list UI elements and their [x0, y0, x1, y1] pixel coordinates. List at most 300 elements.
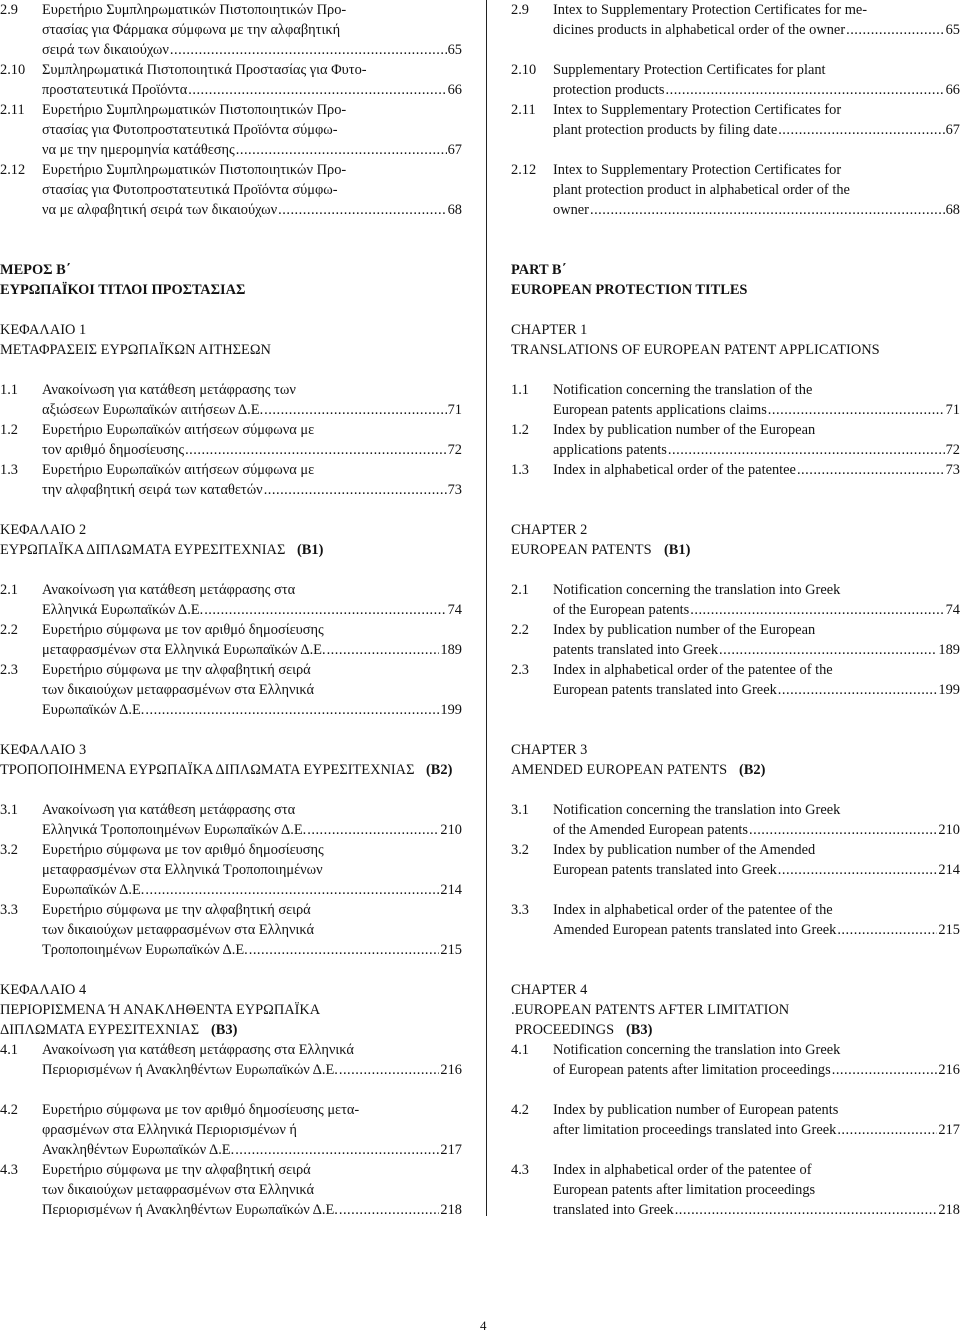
toc-page-number: 66 [945, 82, 960, 98]
toc-entry-text [553, 820, 960, 840]
toc-entry-line [0, 1060, 462, 1080]
dot-leader [235, 1140, 439, 1160]
dot-leader [278, 200, 446, 220]
toc-entry-title: Notification concerning the translation into Greek [553, 1042, 841, 1058]
toc-entry-text [553, 460, 960, 480]
ch4-title2: PROCEEDINGS [515, 1022, 615, 1038]
toc-page-number: 210 [938, 822, 960, 838]
toc-entry-text [42, 1120, 297, 1140]
toc-entry-title: Συμπληρωματικά Πιστοποιητικά Προστασίας για Φυτο- [42, 62, 367, 78]
toc-entry-line [511, 680, 960, 700]
toc-entry-line [511, 0, 960, 20]
ch2-title: EUROPEAN PATENTS [511, 542, 652, 558]
dot-leader [666, 80, 945, 100]
toc-entry-text [42, 600, 462, 620]
toc-entry-title: των δικαιούχων μεταφρασμένων στα Ελληνικά [42, 1182, 315, 1198]
heading-line [0, 540, 462, 560]
toc-entry-number: 4.2 [0, 1102, 18, 1118]
toc-entry-text [42, 20, 340, 40]
toc-entry-line [511, 660, 960, 680]
toc-entry-number: 4.2 [511, 1102, 529, 1118]
toc-entry-line [0, 160, 462, 180]
toc-entry-title: Ευρετήριο Συμπληρωματικών Πιστοποιητικών Προ- [42, 102, 347, 118]
toc-entry-title: of the European patents [553, 602, 690, 618]
dot-leader [236, 140, 447, 160]
dot-leader [778, 860, 938, 880]
toc-entry-number: 4.3 [0, 1162, 18, 1178]
toc-entry-text [553, 660, 833, 680]
toc-page-number: 189 [938, 642, 960, 658]
toc-entry-number: 1.2 [511, 422, 529, 438]
toc-entry-number: 3.1 [0, 802, 18, 818]
toc-entry-line [0, 1100, 462, 1120]
ch3-label: ΚΕΦΑΛΑΙΟ 3 [0, 742, 87, 758]
toc-entry-title: την αλφαβητική σειρά των καταθετών [42, 482, 263, 498]
toc-entry-title: σειρά των δικαιούχων [42, 42, 169, 58]
toc-page-number: 74 [945, 602, 960, 618]
heading-line [511, 1020, 960, 1040]
toc-entry-title: τον αριθμό δημοσίευσης [42, 442, 185, 458]
toc-entry-title: after limitation proceedings translated into Greek [553, 1122, 837, 1138]
dot-leader [264, 480, 447, 500]
toc-entry-number: 1.3 [0, 462, 18, 478]
toc-entry-text [553, 800, 840, 820]
toc-entry-text [553, 160, 841, 180]
toc-entry-title: Ευρετήριο σύμφωνα με την αλφαβητική σειρά [42, 1162, 311, 1178]
heading-line [0, 1000, 462, 1020]
dot-leader [749, 820, 937, 840]
toc-entry-title: Ευρετήριο σύμφωνα με τον αριθμό δημοσίευσης [42, 622, 324, 638]
dot-leader [719, 640, 937, 660]
toc-entry-text [42, 920, 314, 940]
dot-leader [327, 640, 440, 660]
toc-page-number: 217 [938, 1122, 960, 1138]
ch3-title: ΤΡΟΠΟΠΟΙΗΜΕΝΑ ΕΥΡΩΠΑΪΚΑ ΔΙΠΛΩΜΑΤΑ ΕΥΡΕΣΙΤΕΧΝΙΑΣ [0, 762, 415, 778]
toc-entry-line [511, 640, 960, 660]
heading-line [0, 760, 462, 780]
toc-entry-text [42, 1180, 314, 1200]
toc-entry-number: 1.1 [511, 382, 529, 398]
toc-entry-line [0, 900, 462, 920]
ch3-label: CHAPTER 3 [511, 742, 588, 758]
toc-entry-title: αξιώσεων Ευρωπαϊκών αιτήσεων Δ.Ε. [42, 402, 264, 418]
toc-entry-text [42, 0, 346, 20]
patent-kind-code: (B1) [664, 542, 691, 558]
toc-entry-title: Ελληνικά Ευρωπαϊκών Δ.Ε. [42, 602, 204, 618]
toc-entry-text [42, 140, 462, 160]
dot-leader [846, 20, 945, 40]
toc-entry-text [553, 180, 850, 200]
ch4-title1: .EUROPEAN PATENTS AFTER LIMITATION [511, 1002, 790, 1018]
toc-entry-text [553, 920, 960, 940]
toc-entry-text [42, 1040, 354, 1060]
toc-entry-title: Ευρωπαϊκών Δ.Ε. [42, 702, 145, 718]
toc-page-number: 216 [440, 1062, 462, 1078]
toc-entry-text [553, 680, 960, 700]
toc-entry-title: Ευρετήριο σύμφωνα με τον αριθμό δημοσίευσης μετα- [42, 1102, 360, 1118]
heading-line [0, 320, 462, 340]
toc-entry-number: 2.9 [511, 2, 529, 18]
toc-entry-title: Ευρωπαϊκών Δ.Ε. [42, 882, 145, 898]
toc-entry-title: Ευρετήριο σύμφωνα με την αλφαβητική σειρά [42, 902, 311, 918]
toc-entry-text [42, 100, 346, 120]
toc-page-number: 71 [447, 402, 462, 418]
page-number: 4 [480, 1318, 487, 1333]
toc-entry-text [553, 440, 960, 460]
toc-entry-line [511, 620, 960, 640]
toc-entry-line [0, 460, 462, 480]
toc-page-number: 74 [447, 602, 462, 618]
toc-entry-line [0, 120, 462, 140]
toc-entry-line [511, 460, 960, 480]
toc-entry-title: Ανακοίνωση για κατάθεση μετάφρασης στα [42, 802, 296, 818]
toc-page-number: 65 [447, 42, 462, 58]
toc-page-number: 217 [440, 1142, 462, 1158]
toc-entry-title: protection products [553, 82, 665, 98]
ch4-title1: ΠΕΡΙΟΡΙΣΜΕΝΑ Ή ΑΝΑΚΛΗΘΕΝΤΑ ΕΥΡΩΠΑΪΚΑ [0, 1002, 321, 1018]
toc-entry-title: Ευρετήριο Συμπληρωματικών Πιστοποιητικών Προ- [42, 2, 347, 18]
ch4-title2: ΔΙΠΛΩΜΑΤΑ ΕΥΡΕΣΙΤΕΧΝΙΑΣ [0, 1022, 200, 1038]
part-label: PART Β΄ [511, 262, 567, 278]
toc-entry-title: στασίας για Φυτοπροστατευτικά Προϊόντα σύμφω- [42, 182, 338, 198]
toc-entry-line [0, 80, 462, 100]
ch4-label: ΚΕΦΑΛΑΙΟ 4 [0, 982, 87, 998]
toc-entry-title: Ανακληθέντων Ευρωπαϊκών Δ.Ε. [42, 1142, 235, 1158]
toc-entry-number: 3.3 [511, 902, 529, 918]
toc-entry-line [0, 1040, 462, 1060]
dot-leader [307, 820, 439, 840]
toc-entry-title: στασίας για Φάρμακα σύμφωνα με την αλφαβητική [42, 22, 341, 38]
toc-entry-title: applications patents [553, 442, 667, 458]
dot-leader [778, 120, 944, 140]
toc-entry-text [42, 660, 311, 680]
toc-page-number: 218 [440, 1202, 462, 1218]
toc-entry-line [0, 40, 462, 60]
toc-entry-text [553, 1180, 815, 1200]
heading-line [0, 280, 462, 300]
toc-entry-number: 2.12 [511, 162, 537, 178]
toc-entry-text [553, 0, 867, 20]
toc-entry-number: 2.10 [511, 62, 537, 78]
toc-entry-line [0, 600, 462, 620]
toc-entry-text [553, 80, 960, 100]
toc-entry-line [511, 860, 960, 880]
toc-entry-title: translated into Greek [553, 1202, 674, 1218]
toc-entry-text [42, 580, 295, 600]
toc-entry-title: Τροποποιημένων Ευρωπαϊκών Δ.Ε. [42, 942, 248, 958]
toc-entry-line [0, 620, 462, 640]
dot-leader [837, 920, 937, 940]
toc-entry-text [553, 100, 841, 120]
toc-entry-line [0, 840, 462, 860]
toc-entry-title: προστατευτικά Προϊόντα [42, 82, 188, 98]
ch1-title: ΜΕΤΑΦΡΑΣΕΙΣ ΕΥΡΩΠΑΪΚΩΝ ΑΙΤΗΣΕΩΝ [0, 342, 271, 358]
ch1-title: TRANSLATIONS OF EUROPEAN PATENT APPLICATIONS [511, 342, 880, 358]
toc-entry-title: patents translated into Greek [553, 642, 719, 658]
toc-entry-line [0, 60, 462, 80]
toc-entry-line [0, 680, 462, 700]
toc-entry-line [511, 160, 960, 180]
patent-kind-code: (Β2) [426, 762, 453, 778]
toc-entry-line [0, 440, 462, 460]
toc-entry-line [511, 580, 960, 600]
dot-leader [778, 680, 938, 700]
ch1-label: CHAPTER 1 [511, 322, 588, 338]
toc-entry-title: Intex to Supplementary Protection Certificates for [553, 162, 842, 178]
toc-entry-line [0, 580, 462, 600]
heading-line [511, 540, 960, 560]
toc-entry-text [553, 380, 812, 400]
dot-leader [185, 440, 447, 460]
toc-entry-number: 2.1 [511, 582, 529, 598]
toc-entry-text [42, 80, 462, 100]
toc-entry-title: Amended European patents translated into Greek [553, 922, 837, 938]
toc-entry-text [553, 620, 815, 640]
toc-page-number: 68 [447, 202, 462, 218]
dot-leader [675, 1200, 938, 1220]
part-label: ΜΕΡΟΣ Β΄ [0, 262, 71, 278]
toc-entry-title: Index in alphabetical order of the patentee of the [553, 662, 833, 678]
toc-entry-text [42, 440, 462, 460]
toc-entry-line [0, 180, 462, 200]
dot-leader [832, 1060, 938, 1080]
column-divider [486, 0, 487, 1216]
toc-entry-number: 4.3 [511, 1162, 529, 1178]
toc-entry-line [511, 1200, 960, 1220]
toc-entry-line [0, 1120, 462, 1140]
toc-entry-number: 2.11 [511, 102, 536, 118]
toc-entry-line [511, 920, 960, 940]
toc-entry-text [42, 700, 462, 720]
toc-entry-line [0, 940, 462, 960]
toc-entry-number: 2.3 [511, 662, 529, 678]
toc-entry-title: μεταφρασμένων στα Ελληνικά Τροποποιημένων [42, 862, 323, 878]
toc-entry-line [0, 660, 462, 680]
ch2-label: CHAPTER 2 [511, 522, 588, 538]
toc-entry-number: 2.11 [0, 102, 25, 118]
toc-entry-number: 3.1 [511, 802, 529, 818]
toc-entry-line [0, 1140, 462, 1160]
toc-entry-text [42, 1200, 462, 1220]
toc-entry-number: 2.10 [0, 62, 26, 78]
dot-leader [264, 400, 446, 420]
toc-page-number: 72 [447, 442, 462, 458]
toc-entry-title: Ευρετήριο Ευρωπαϊκών αιτήσεων σύμφωνα με [42, 422, 315, 438]
toc-page-number: 65 [945, 22, 960, 38]
toc-entry-number: 3.2 [511, 842, 529, 858]
toc-entry-number: 2.3 [0, 662, 18, 678]
toc-entry-title: στασίας για Φυτοπροστατευτικά Προϊόντα σύμφω- [42, 122, 338, 138]
toc-entry-line [0, 700, 462, 720]
toc-entry-number: 2.2 [0, 622, 18, 638]
toc-entry-title: Ευρετήριο σύμφωνα με τον αριθμό δημοσίευσης [42, 842, 324, 858]
toc-entry-text [42, 40, 462, 60]
toc-entry-title: Notification concerning the translation into Greek [553, 582, 841, 598]
toc-entry-line [0, 1160, 462, 1180]
toc-entry-text [42, 1060, 462, 1080]
toc-entry-text [42, 180, 338, 200]
toc-entry-title: European patents translated into Greek [553, 862, 777, 878]
toc-entry-line [0, 820, 462, 840]
dot-leader [797, 460, 945, 480]
toc-entry-line [0, 0, 462, 20]
toc-entry-title: των δικαιούχων μεταφρασμένων στα Ελληνικά [42, 922, 315, 938]
toc-entry-text [42, 1160, 311, 1180]
toc-entry-text [42, 480, 462, 500]
toc-page-number: 216 [938, 1062, 960, 1078]
toc-entry-text [42, 120, 338, 140]
toc-entry-title: Περιορισμένων ή Ανακληθέντων Ευρωπαϊκών Δ.Ε. [42, 1062, 338, 1078]
toc-entry-title: Index by publication number of the European [553, 622, 816, 638]
toc-entry-line [511, 120, 960, 140]
toc-entry-title: Index by publication number of European patents [553, 1102, 839, 1118]
toc-entry-line [511, 1060, 960, 1080]
toc-entry-number: 2.9 [0, 2, 18, 18]
toc-entry-text [42, 460, 314, 480]
ch2-title: ΕΥΡΩΠΑΪΚΑ ΔΙΠΛΩΜΑΤΑ ΕΥΡΕΣΙΤΕΧΝΙΑΣ [0, 542, 286, 558]
toc-entry-title: Ανακοίνωση για κατάθεση μετάφρασης των [42, 382, 296, 398]
toc-page-number: 68 [945, 202, 960, 218]
dot-leader [170, 40, 447, 60]
toc-entry-line [511, 380, 960, 400]
toc-entry-number: 1.3 [511, 462, 529, 478]
toc-page-number: 210 [440, 822, 462, 838]
toc-entry-title: Index in alphabetical order of the patentee of the [553, 902, 833, 918]
toc-entry-text [42, 420, 314, 440]
dot-leader [188, 80, 446, 100]
toc-entry-title: Ευρετήριο Ευρωπαϊκών αιτήσεων σύμφωνα με [42, 462, 315, 478]
toc-entry-text [42, 940, 462, 960]
toc-page-number: 67 [447, 142, 462, 158]
toc-page-number: 215 [938, 922, 960, 938]
toc-entry-number: 3.3 [0, 902, 18, 918]
toc-entry-line [511, 1160, 960, 1180]
toc-entry-title: Περιορισμένων ή Ανακληθέντων Ευρωπαϊκών Δ.Ε. [42, 1202, 338, 1218]
dot-leader [145, 700, 439, 720]
toc-entry-title: plant protection products by filing date [553, 122, 778, 138]
toc-entry-text [42, 380, 296, 400]
dot-leader [590, 200, 945, 220]
toc-entry-line [511, 1180, 960, 1200]
patent-kind-code: (Β3) [211, 1022, 238, 1038]
heading-line [0, 520, 462, 540]
dot-leader [768, 400, 945, 420]
toc-entry-text [42, 1100, 359, 1120]
toc-entry-line [511, 800, 960, 820]
toc-entry-line [511, 180, 960, 200]
heading-line [511, 740, 960, 760]
toc-page-number: 199 [938, 682, 960, 698]
patent-kind-code: (Β1) [297, 542, 324, 558]
toc-entry-number: 2.1 [0, 582, 18, 598]
toc-page-number: 214 [440, 882, 462, 898]
toc-entry-number: 1.2 [0, 422, 18, 438]
toc-entry-title: των δικαιούχων μεταφρασμένων στα Ελληνικά [42, 682, 315, 698]
dot-leader [690, 600, 944, 620]
dot-leader [339, 1060, 440, 1080]
heading-line [511, 260, 960, 280]
toc-entry-number: 2.12 [0, 162, 26, 178]
toc-page-number: 66 [447, 82, 462, 98]
toc-entry-title: dicines products in alphabetical order of the owner [553, 22, 846, 38]
toc-entry-text [42, 680, 314, 700]
toc-entry-text [42, 800, 295, 820]
heading-line [0, 1020, 462, 1040]
toc-entry-title: European patents translated into Greek [553, 682, 777, 698]
toc-entry-line [511, 1120, 960, 1140]
toc-entry-title: Notification concerning the translation of the [553, 382, 813, 398]
toc-entry-title: Intex to Supplementary Protection Certificates for me- [553, 2, 868, 18]
toc-page-number: 71 [945, 402, 960, 418]
toc-page-number: 199 [440, 702, 462, 718]
toc-entry-number: 4.1 [511, 1042, 529, 1058]
toc-entry-title: owner [553, 202, 589, 218]
toc-entry-text [553, 200, 960, 220]
toc-entry-title: Notification concerning the translation into Greek [553, 802, 841, 818]
toc-page-number: 218 [938, 1202, 960, 1218]
toc-page-number: 214 [938, 862, 960, 878]
dot-leader [339, 1200, 440, 1220]
heading-line [511, 520, 960, 540]
toc-entry-title: Index in alphabetical order of the patentee of [553, 1162, 812, 1178]
toc-entry-title: Ευρετήριο Συμπληρωματικών Πιστοποιητικών Προ- [42, 162, 347, 178]
toc-entry-line [0, 200, 462, 220]
toc-entry-title: Index in alphabetical order of the patentee [553, 462, 796, 478]
heading-line [511, 1000, 960, 1020]
heading-line [0, 740, 462, 760]
toc-entry-line [0, 100, 462, 120]
toc-entry-text [553, 1160, 812, 1180]
toc-entry-title: Ανακοίνωση για κατάθεση μετάφρασης στα Ελληνικά [42, 1042, 354, 1058]
toc-entry-title: of the Amended European patents [553, 822, 749, 838]
toc-entry-text [553, 900, 833, 920]
toc-entry-text [553, 120, 960, 140]
toc-entry-text [42, 1140, 462, 1160]
toc-entry-title: European patents applications claims [553, 402, 767, 418]
toc-entry-number: 2.2 [511, 622, 529, 638]
toc-entry-line [511, 440, 960, 460]
heading-line [511, 320, 960, 340]
toc-entry-title: plant protection product in alphabetical order of the [553, 182, 850, 198]
toc-entry-line [511, 200, 960, 220]
toc-entry-text [553, 400, 960, 420]
toc-page-number: 189 [440, 642, 462, 658]
heading-line [511, 760, 960, 780]
ch2-label: ΚΕΦΑΛΑΙΟ 2 [0, 522, 87, 538]
toc-entry-text [553, 860, 960, 880]
heading-line [0, 340, 462, 360]
toc-entry-line [0, 20, 462, 40]
ch1-label: ΚΕΦΑΛΑΙΟ 1 [0, 322, 87, 338]
toc-entry-text [553, 580, 840, 600]
toc-entry-text [553, 640, 960, 660]
toc-page-number: 73 [945, 462, 960, 478]
toc-entry-line [0, 920, 462, 940]
dot-leader [668, 440, 945, 460]
toc-entry-text [42, 200, 462, 220]
toc-entry-title: Ευρετήριο σύμφωνα με την αλφαβητική σειρά [42, 662, 311, 678]
toc-entry-line [0, 380, 462, 400]
toc-entry-text [553, 20, 960, 40]
heading-line [511, 980, 960, 1000]
toc-entry-line [0, 800, 462, 820]
toc-entry-number: 3.2 [0, 842, 18, 858]
toc-entry-text [42, 60, 367, 80]
toc-entry-text [553, 1100, 838, 1120]
toc-entry-line [0, 860, 462, 880]
dot-leader [249, 940, 440, 960]
part-title: ΕΥΡΩΠΑΪΚΟΙ ΤΙΤΛΟΙ ΠΡΟΣΤΑΣΙΑΣ [0, 282, 246, 298]
